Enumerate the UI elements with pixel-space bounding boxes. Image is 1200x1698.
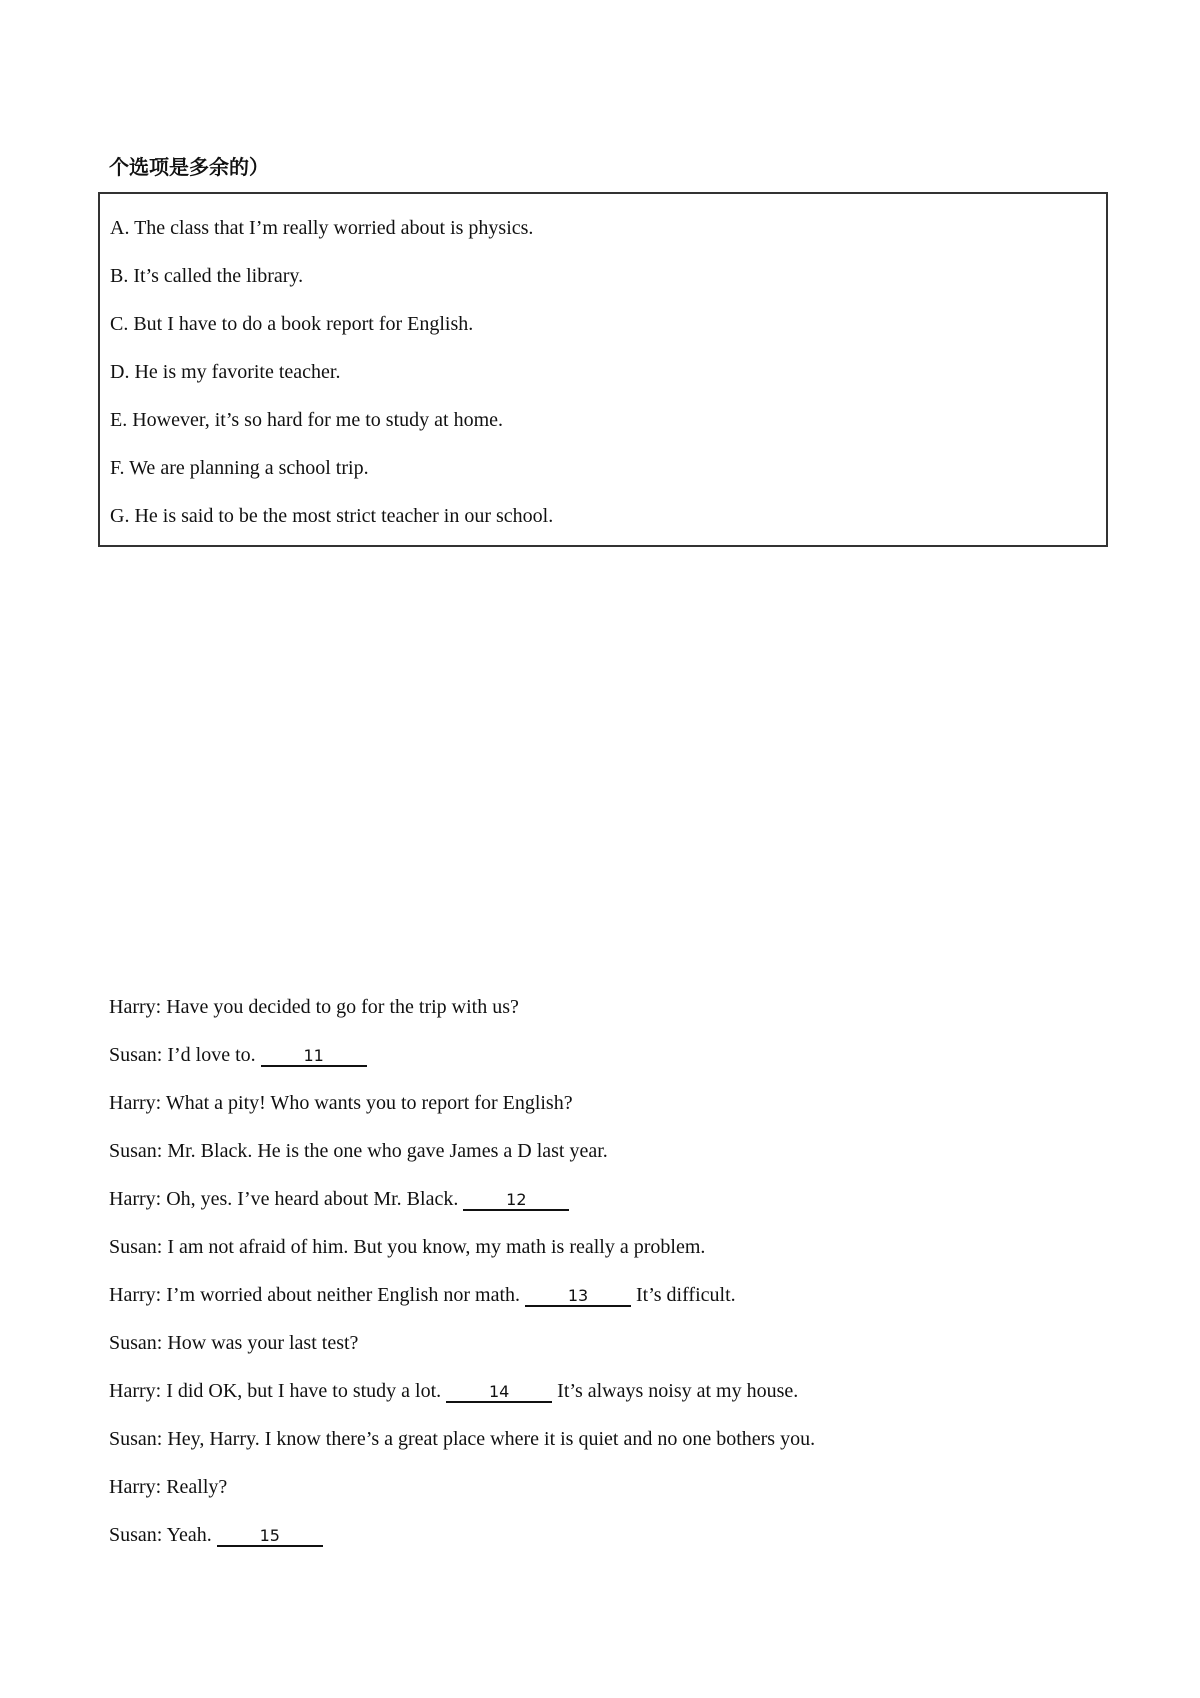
- dialogue-line-5: [109, 1185, 569, 1213]
- dialogue-line-10: [109, 1425, 815, 1453]
- answer-blank-13[interactable]: 13: [525, 1286, 631, 1307]
- answer-blank-14[interactable]: 14: [446, 1382, 552, 1403]
- dialogue-text: Harry: Oh, yes. I’ve heard about Mr. Black.: [109, 1188, 459, 1210]
- answer-blank-11[interactable]: 11: [261, 1046, 367, 1067]
- dialogue-text: Susan: Yeah.: [109, 1524, 212, 1546]
- dialogue-line-9: [109, 1377, 798, 1405]
- dialogue-text: Susan: I’d love to.: [109, 1044, 256, 1066]
- option-g: G. He is said to be the most strict teacher in our school.: [110, 505, 554, 527]
- option-c: C. But I have to do a book report for English.: [110, 313, 474, 335]
- dialogue-text: Harry: Really?: [109, 1476, 228, 1498]
- dialogue-line-6: [109, 1233, 705, 1261]
- dialogue-text: Harry: What a pity! Who wants you to report for English?: [109, 1092, 573, 1114]
- dialogue-line-12: [109, 1521, 323, 1549]
- answer-blank-15[interactable]: 15: [217, 1526, 323, 1547]
- option-b: B. It’s called the library.: [110, 265, 304, 287]
- dialogue-line-2: [109, 1041, 367, 1069]
- option-f: F. We are planning a school trip.: [110, 457, 369, 479]
- option-d: D. He is my favorite teacher.: [110, 361, 341, 383]
- option-a: A. The class that I’m really worried about is physics.: [110, 217, 534, 239]
- dialogue-text: Susan: Mr. Black. He is the one who gave James a D last year.: [109, 1140, 608, 1162]
- dialogue-line-3: [109, 1089, 573, 1117]
- dialogue-text: Susan: I am not afraid of him. But you know, my math is really a problem.: [109, 1236, 706, 1258]
- answer-blank-12[interactable]: 12: [463, 1190, 569, 1211]
- dialogue-text-after: It’s always noisy at my house.: [557, 1380, 799, 1402]
- dialogue-line-7: [109, 1281, 736, 1309]
- section-heading: 个选项是多余的）: [109, 155, 269, 179]
- dialogue-text: Harry: Have you decided to go for the trip with us?: [109, 996, 519, 1018]
- dialogue-text: Susan: How was your last test?: [109, 1332, 359, 1354]
- dialogue-line-4: [109, 1137, 608, 1165]
- dialogue-line-8: [109, 1329, 358, 1357]
- dialogue-text: Susan: Hey, Harry. I know there’s a great place where it is quiet and no one bothers you.: [109, 1428, 816, 1450]
- dialogue-line-11: [109, 1473, 227, 1501]
- dialogue-line-1: [109, 993, 519, 1021]
- option-e: E. However, it’s so hard for me to study at home.: [110, 409, 504, 431]
- dialogue-text: Harry: I did OK, but I have to study a lot.: [109, 1380, 442, 1402]
- dialogue-text: Harry: I’m worried about neither English nor math.: [109, 1284, 520, 1306]
- dialogue-text-after: It’s difficult.: [636, 1284, 736, 1306]
- options-box: [98, 192, 1108, 547]
